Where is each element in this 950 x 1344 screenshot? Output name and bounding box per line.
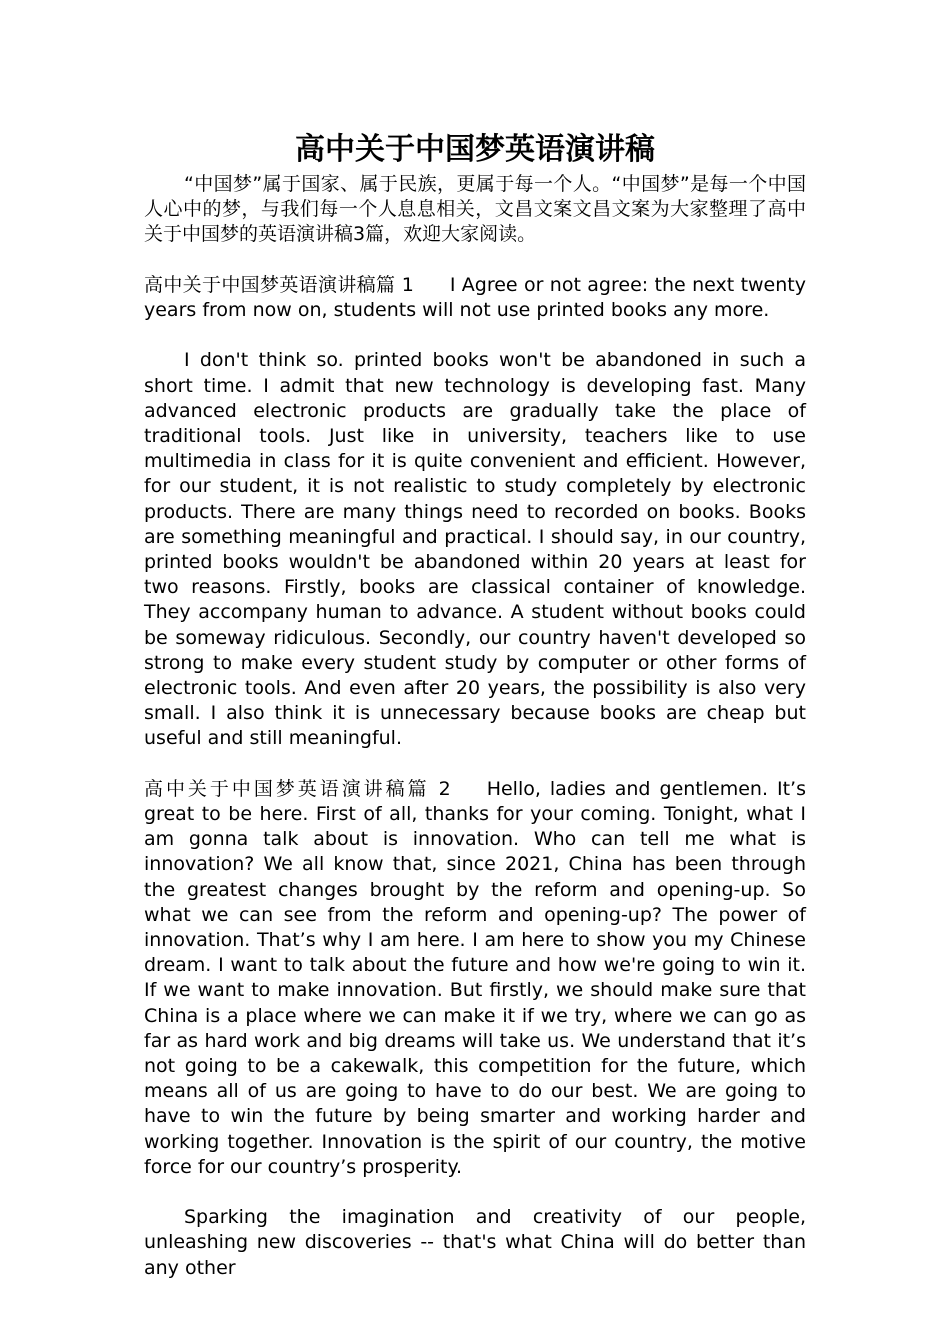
spacer bbox=[144, 752, 806, 777]
section2-first-paragraph bbox=[144, 777, 806, 1180]
spacer bbox=[144, 1180, 806, 1205]
spacer bbox=[144, 248, 806, 273]
section1-heading: 高中关于中国梦英语演讲稿篇 1 bbox=[144, 273, 414, 296]
section2-body: Sparking the imagination and creativity of our people, unleashing new discoveries -- that's what China will do better than any other bbox=[144, 1206, 806, 1279]
section2-first-line: Hello, ladies and gentlemen. It’s great to be here. First of all, thanks for your coming. Tonight, what I am gonna talk about is innovation. Who can tell me what is innovation? We all know that, since 2021, China has been through the greatest changes brought by the reform and opening-up. So what we can see from the reform and opening-up? The power of innovation. That’s why I am here. I am here to show you my Chinese dream. I want to talk about the future and how we're going to win it. If we want to make innovation. But firstly, we should make sure that China is a place where we can make it if we try, where we can go as far as hard work and big dreams will take us. We understand that it’s not going to be a cakewalk, this competition for the future, which means all of us are going to have to do our best. We are going to have to win the future by being smarter and working harder and working together. Innovation is the spirit of our country, the motive force for our country’s prosperity. bbox=[144, 777, 806, 1178]
document-page bbox=[144, 128, 806, 1281]
section1-first-paragraph bbox=[144, 273, 806, 323]
document-title: 高中关于中国梦英语演讲稿 bbox=[295, 132, 655, 167]
section1-first-line: I Agree or not agree: the next twenty years from now on, students will not use printed books any more. bbox=[144, 273, 806, 321]
section2-heading: 高中关于中国梦英语演讲稿篇 2 bbox=[144, 777, 451, 800]
section1-body: I don't think so. printed books won't be abandoned in such a short time. I admit that new technology is developing fast. Many advanced electronic products are gradually take the place of traditional tools. Just like in university, teachers like to use multimedia in class for it is quite convenient and efficient. However, for our student, it is not realistic to study completely by electronic products. There are many things need to recorded on books. Books are something meaningful and practical. I should say, in our country, printed books wouldn't be abandoned within 20 years at least for two reasons. Firstly, books are classical container of knowledge. They accompany human to advance. A student without books could be someway ridiculous. Secondly, our country haven't developed so strong to make every student study by computer or other forms of electronic tools. And even after 20 years, the possibility is also very small. I also think it is unnecessary because books are cheap but useful and still meaningful. bbox=[144, 349, 806, 750]
intro-paragraph: “中国梦”属于国家、属于民族，更属于每一个人。“中国梦”是每一个中国人心中的梦，与我们每一个人息息相关，文昌文案文昌文案为大家整理了高中关于中国梦的英语演讲稿3篇，欢迎大家阅读。 bbox=[144, 173, 806, 246]
spacer bbox=[144, 323, 806, 348]
